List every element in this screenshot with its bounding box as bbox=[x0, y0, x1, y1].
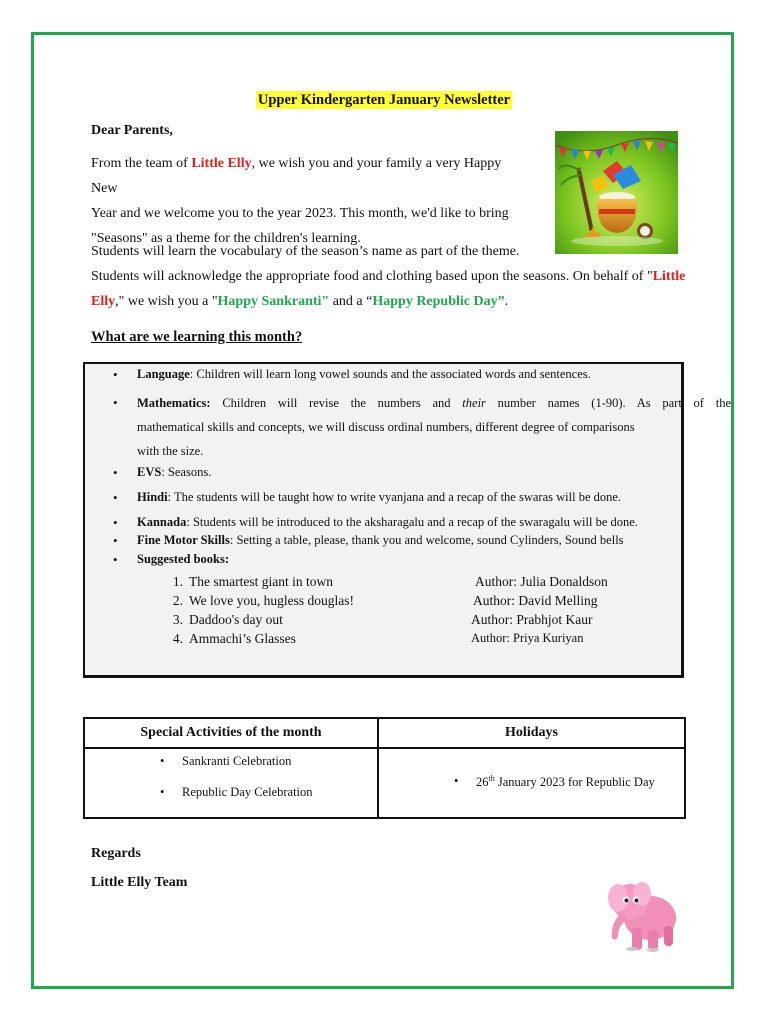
topic-kannada: • Kannada: Students will be introduced to the aksharagalu and a recap of the swaragalu will be done. bbox=[85, 515, 717, 530]
elephant-mascot-image bbox=[602, 872, 682, 954]
intro-paragraph: From the team of Little Elly, we wish you and your family a very Happy New Year and we welcome you to the year 2023. This month, we'd like to bring "Seasons" as a theme for the children's learning. bbox=[91, 156, 509, 246]
holiday-item: • 26th January 2023 for Republic Day bbox=[454, 774, 683, 790]
activity-item: • Sankranti Celebration bbox=[160, 752, 376, 770]
topic-mathematics: • Mathematics: Children will revise the numbers and their number names (1-90). As part of the mathematical skills and concepts, we will discuss ordinal numbers, different degree of comparisons with the size. bbox=[85, 391, 731, 463]
book-item: 1. The smartest giant in town Author: Julia Donaldson bbox=[172, 574, 608, 589]
topic-language: • Language: Children will learn long vowel sounds and the associated words and sentences. bbox=[85, 367, 697, 382]
book-item: 2. We love you, hugless douglas! Author: David Melling bbox=[172, 593, 598, 608]
learning-topics-box bbox=[83, 362, 731, 678]
holidays-cell bbox=[378, 748, 685, 818]
topic-hindi: • Hindi: The students will be taught how to write vyanjana and a recap of the swaras will be done. bbox=[85, 490, 717, 505]
activities-cell bbox=[84, 748, 378, 818]
book-item: 3. Daddoo's day out Author: Prabhjot Kaur bbox=[172, 612, 593, 627]
activity-item: • Republic Day Celebration bbox=[160, 783, 376, 801]
section-heading: What are we learning this month? bbox=[91, 329, 303, 345]
closing-regards: Regards bbox=[91, 846, 141, 861]
salutation: Dear Parents, bbox=[91, 123, 173, 138]
activities-holidays-table bbox=[83, 717, 686, 819]
theme-paragraph: Students will learn the vocabulary of the season’s name as part of the theme. Students will acknowledge the appropriate food and clothing based upon the seasons. On behalf of "Little Elly," we wish you a "Happy Sankranti" and a “Happy Republic Day”. bbox=[91, 244, 686, 309]
topic-fine-motor: • Fine Motor Skills: Setting a table, please, thank you and welcome, sound Cylinders, Sound bells bbox=[85, 533, 717, 548]
newsletter-title: Upper Kindergarten January Newsletter bbox=[257, 92, 511, 108]
closing-team: Little Elly Team bbox=[91, 875, 188, 890]
topic-evs: • EVS: Seasons. bbox=[85, 465, 211, 480]
holidays-header: Holidays bbox=[378, 718, 685, 748]
activities-header: Special Activities of the month bbox=[84, 718, 378, 748]
topic-suggested-books: • Suggested books: bbox=[85, 552, 229, 567]
book-item: 4. Ammachi’s Glasses Author: Priya Kuriyan bbox=[172, 631, 584, 646]
sankranti-illustration bbox=[555, 131, 678, 254]
